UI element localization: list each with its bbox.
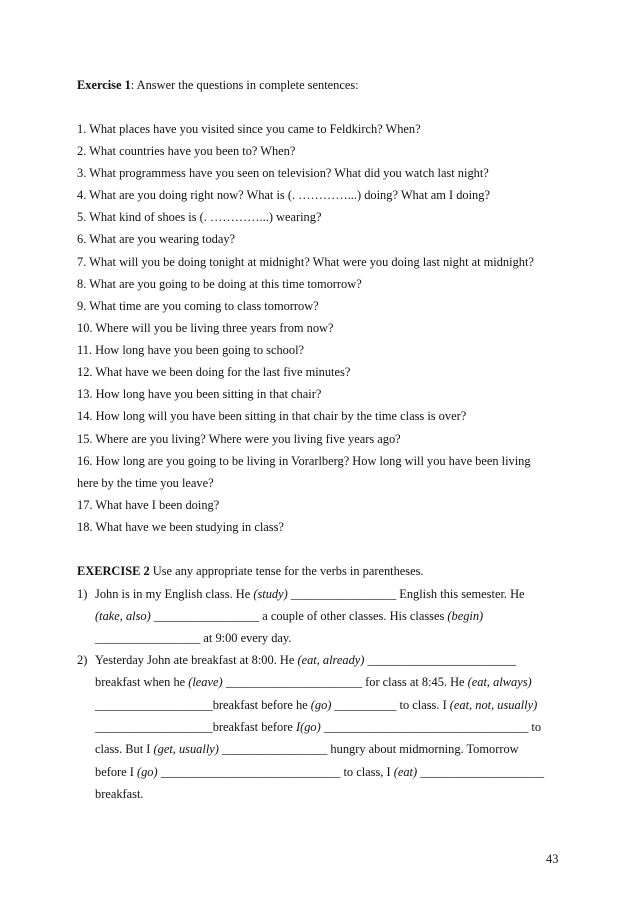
exercise2-instruction: Use any appropriate tense for the verbs in parentheses. <box>149 564 424 578</box>
question-15: 15. Where are you living? Where were you living five years ago? <box>77 432 401 446</box>
verb-cue: (get, usually) <box>153 742 219 756</box>
item1-line-2 <box>95 608 483 624</box>
question-18: 18. What have we been studying in class? <box>77 520 284 534</box>
page-number: 43 <box>546 852 559 866</box>
item2-text: breakfast when he <box>95 675 189 689</box>
item1-text: _________________ English this semester. He <box>287 587 525 601</box>
verb-cue: (eat) <box>393 765 418 779</box>
question-16-continued: here by the time you leave? <box>77 476 214 490</box>
item2-line-3 <box>95 697 537 713</box>
question-7: 7. What will you be doing tonight at midnight? What were you doing last night at midnight? <box>77 255 534 269</box>
item2-text: ____________________ <box>417 765 545 779</box>
question-6: 6. What are you wearing today? <box>77 232 236 246</box>
item2-line-5 <box>95 741 519 757</box>
item2-text: _________________ hungry about midmorning. Tomorrow <box>218 742 519 756</box>
item2-text: Yesterday John ate breakfast at 8:00. He <box>95 653 298 667</box>
exercise1-instruction: : Answer the questions in complete sentences: <box>130 78 359 92</box>
question-12: 12. What have we been doing for the last five minutes? <box>77 365 351 379</box>
question-2: 2. What countries have you been to? When? <box>77 144 296 158</box>
verb-cue: I(go) <box>295 720 321 734</box>
item2-text: class. But I <box>95 742 154 756</box>
verb-cue: (go) <box>136 765 158 779</box>
item1-number: 1) <box>77 587 88 601</box>
item1-line-1 <box>77 586 525 602</box>
exercise1-title: Exercise 1 <box>77 78 131 92</box>
question-5: 5. What kind of shoes is (. …………...) wearing? <box>77 210 322 224</box>
verb-cue: (go) <box>310 698 332 712</box>
exercise1-heading <box>77 77 359 93</box>
item1-text: John is in my English class. He <box>95 587 254 601</box>
question-17: 17. What have I been doing? <box>77 498 220 512</box>
question-8: 8. What are you going to be doing at this time tomorrow? <box>77 277 362 291</box>
item2-text: ___________________breakfast before <box>95 720 296 734</box>
question-14: 14. How long will you have been sitting in that chair by the time class is over? <box>77 409 467 423</box>
question-11: 11. How long have you been going to school? <box>77 343 305 357</box>
verb-cue: (eat, not, usually) <box>449 698 538 712</box>
item2-line-1 <box>77 652 516 668</box>
item2-text: ___________________breakfast before he <box>95 698 311 712</box>
item2-line-4 <box>95 719 541 735</box>
item2-line-7: breakfast. <box>95 787 144 801</box>
verb-cue: (begin) <box>447 609 484 623</box>
item2-text: __________ to class. I <box>331 698 450 712</box>
item2-number: 2) <box>77 653 88 667</box>
verb-cue: (eat, already) <box>297 653 365 667</box>
exercise2-title: EXERCISE 2 <box>77 564 150 578</box>
question-3: 3. What programmess have you seen on television? What did you watch last night? <box>77 166 489 180</box>
item2-text: before I <box>95 765 137 779</box>
verb-cue: (take, also) <box>95 609 151 623</box>
item2-text: _________________________________ to <box>320 720 542 734</box>
question-1: 1. What places have you visited since you came to Feldkirch? When? <box>77 122 421 136</box>
item1-line-3: _________________ at 9:00 every day. <box>95 631 292 645</box>
item2-text: ______________________ for class at 8:45. He <box>222 675 468 689</box>
exercise2-heading <box>77 563 424 579</box>
question-9: 9. What time are you coming to class tomorrow? <box>77 299 319 313</box>
item2-line-2 <box>95 674 532 690</box>
question-4: 4. What are you doing right now? What is (. …………...) doing? What am I doing? <box>77 188 490 202</box>
question-10: 10. Where will you be living three years from now? <box>77 321 334 335</box>
item2-line-6 <box>95 764 544 780</box>
verb-cue: (study) <box>253 587 288 601</box>
question-13: 13. How long have you been sitting in that chair? <box>77 387 322 401</box>
item1-text: _________________ a couple of other classes. His classes <box>150 609 448 623</box>
item2-text: ________________________ <box>364 653 517 667</box>
item2-text: _____________________________ to class, I <box>157 765 394 779</box>
verb-cue: (leave) <box>188 675 223 689</box>
verb-cue: (eat, always) <box>467 675 532 689</box>
question-16: 16. How long are you going to be living in Vorarlberg? How long will you have been living <box>77 454 531 468</box>
